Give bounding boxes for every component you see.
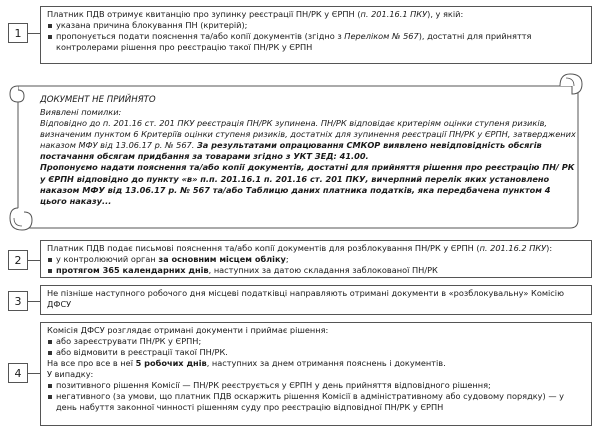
step-4-intro: Комісія ДФСУ розглядає отримані документи і приймає рішення:	[47, 325, 329, 335]
step-1-bullet: указана причина блокування ПН (критерій);	[47, 20, 585, 31]
step-2-box	[40, 240, 592, 278]
step-3-text: Не пізніше наступного робочого дня місцеві податківці направляють отримані документи в «розблокувальну» Комісію ДФСУ	[47, 288, 564, 310]
step-number-2: 2	[8, 250, 28, 270]
step-1-intro: Платник ПДВ отримує квитанцію про зупинку реєстрації ПН/РК у ЄРПН (п. 201.16.1 ПКУ), у якій:	[47, 9, 464, 19]
step-1-box	[40, 6, 592, 64]
connector-3	[28, 301, 40, 302]
step-2-bullet: у контролюючий орган за основним місцем обліку;	[47, 254, 585, 265]
step-1-bullet: пропонується подати пояснення та/або копії документів (згідно з Переліком № 567), достатні для прийняття контролерами рішення про реєстрацію такої ПН/РК у ЄРПН	[47, 31, 585, 53]
step-4-box	[40, 322, 592, 426]
step-2-bullet: протягом 365 календарних днів, наступних за датою складання заблокованої ПН/РК	[47, 265, 585, 276]
step-4-option: або зареєструвати ПН/РК у ЄРПН;	[47, 336, 585, 347]
step-4-option: або відмовити в реєстрації такої ПН/РК.	[47, 347, 585, 358]
scroll-content	[40, 95, 580, 207]
step-2-intro: Платник ПДВ подає письмові пояснення та/або копії документів для розблокування ПН/РК у ЄРПН (п. 201.16.2 ПКУ):	[47, 243, 553, 253]
step-3-box	[40, 285, 592, 315]
step-number-3: 3	[8, 291, 28, 311]
scroll-title: ДОКУМЕНТ НЕ ПРИЙНЯТО	[40, 95, 156, 105]
scroll-proposal: Пропонуємо надати пояснення та/або копії документів, достатні для прийняття рішення про реєстрацію ПН/ РК у ЄРПН відповідно до пункту «в» п.п. 201.16.1 п. 201.16 ст. 201 ПКУ, вичерпний перелік яких установлено наказом МФУ від 13.06.17 р. № 567 та/або Таблицю даних платника податків, яка передбачена пунктом 4 цього наказу...	[40, 162, 575, 206]
scroll-body: Відповідно до п. 201.16 ст. 201 ПКУ реєстрація ПН/РК зупинена. ПН/РК відповідає критеріям оцінки ступеня ризиків, визначеним пунктом 6 Критеріїв оцінки ступеня ризиків, достатніх для зупинення реєстрації ПН/РК у ЄРПН, затверджених наказом МФУ від 13.06.17 р. № 567. За результатами опрацювання СМКОР виявлено невідповідність обсягів постачання обсягам придбання за товарами згідно з УКТ ЗЕД: 41.00.	[40, 117, 576, 162]
scroll-subtitle: Виявлені помилки:	[40, 106, 122, 117]
step-4-case-intro: У випадку:	[47, 369, 94, 380]
step-number-4: 4	[8, 363, 28, 383]
step-4-case: позитивного рішення Комісії — ПН/РК реєструється у ЄРПН у день прийняття відповідного рішення;	[47, 380, 585, 391]
step-4-deadline: На все про все в неї 5 робочих днів, наступних за днем отримання пояснень і документів.	[47, 358, 446, 369]
connector-1	[28, 33, 40, 34]
step-number-1: 1	[8, 23, 28, 43]
connector-4	[28, 373, 40, 374]
connector-2	[28, 260, 40, 261]
step-4-case: негативного (за умови, що платник ПДВ оскаржить рішення Комісії в адміністративному або судовому порядку) — у день набуття законної чинності рішенням суду про реєстрацію відповідної ПН/РК у ЄРПН	[47, 391, 585, 413]
